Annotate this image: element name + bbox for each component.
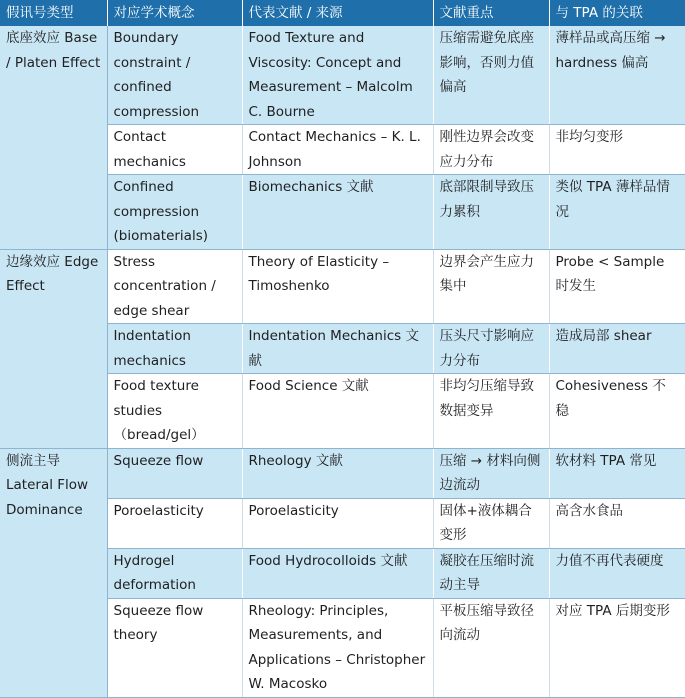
source-cell: Contact Mechanics – K. L. Johnson <box>242 125 433 175</box>
header-academic-concept: 对应学术概念 <box>107 0 242 26</box>
source-cell: Food Hydrocolloids 文献 <box>242 548 433 598</box>
table-row <box>0 448 685 498</box>
tpa-cell: 软材料 TPA 常见 <box>549 448 685 498</box>
focus-cell: 边界会产生应力集中 <box>433 249 549 324</box>
table-row <box>0 249 685 324</box>
focus-cell: 压头尺寸影响应力分布 <box>433 324 549 374</box>
tpa-cell: 对应 TPA 后期变形 <box>549 598 685 697</box>
concept-cell: Confined compression (biomaterials) <box>107 175 242 250</box>
focus-cell: 底部限制导致压力累积 <box>433 175 549 250</box>
header-row <box>0 0 685 26</box>
group-label-base-effect: 底座效应 Base / Platen Effect <box>0 26 107 249</box>
source-cell: Theory of Elasticity – Timoshenko <box>242 249 433 324</box>
concept-cell: Stress concentration / edge shear <box>107 249 242 324</box>
focus-cell: 凝胶在压缩时流动主导 <box>433 548 549 598</box>
focus-cell: 固体+液体耦合变形 <box>433 498 549 548</box>
concept-cell: Hydrogel deformation <box>107 548 242 598</box>
source-cell: Biomechanics 文献 <box>242 175 433 250</box>
concept-cell: Squeeze flow theory <box>107 598 242 697</box>
tpa-cell: 薄样品或高压缩 → hardness 偏高 <box>549 26 685 125</box>
table-row <box>0 26 685 125</box>
concept-cell: Boundary constraint / confined compression <box>107 26 242 125</box>
source-cell: Poroelasticity <box>242 498 433 548</box>
tpa-cell: 造成局部 shear <box>549 324 685 374</box>
focus-cell: 平板压缩导致径向流动 <box>433 598 549 697</box>
header-signal-type: 假讯号类型 <box>0 0 107 26</box>
tpa-cell: 类似 TPA 薄样品情况 <box>549 175 685 250</box>
source-cell: Rheology: Principles, Measurements, and Applications – Christopher W. Macosko <box>242 598 433 697</box>
header-tpa-relation: 与 TPA 的关联 <box>549 0 685 26</box>
header-focus: 文献重点 <box>433 0 549 26</box>
focus-cell: 压缩需避免底座影响，否则力值偏高 <box>433 26 549 125</box>
concept-cell: Contact mechanics <box>107 125 242 175</box>
header-source: 代表文献 / 来源 <box>242 0 433 26</box>
source-cell: Food Science 文献 <box>242 374 433 449</box>
source-cell: Rheology 文献 <box>242 448 433 498</box>
group-label-lateral-flow: 侧流主导 Lateral Flow Dominance <box>0 448 107 697</box>
tpa-cell: Probe < Sample 时发生 <box>549 249 685 324</box>
tpa-cell: 高含水食品 <box>549 498 685 548</box>
concept-cell: Poroelasticity <box>107 498 242 548</box>
group-label-edge-effect: 边缘效应 Edge Effect <box>0 249 107 448</box>
tpa-cell: 力值不再代表硬度 <box>549 548 685 598</box>
source-cell: Food Texture and Viscosity: Concept and Measurement – Malcolm C. Bourne <box>242 26 433 125</box>
concept-cell: Squeeze flow <box>107 448 242 498</box>
tpa-cell: 非均匀变形 <box>549 125 685 175</box>
focus-cell: 压缩 → 材料向侧边流动 <box>433 448 549 498</box>
concept-cell: Indentation mechanics <box>107 324 242 374</box>
source-cell: Indentation Mechanics 文献 <box>242 324 433 374</box>
focus-cell: 刚性边界会改变应力分布 <box>433 125 549 175</box>
tpa-cell: Cohesiveness 不稳 <box>549 374 685 449</box>
focus-cell: 非均匀压缩导致数据变异 <box>433 374 549 449</box>
concept-cell: Food texture studies （bread/gel） <box>107 374 242 449</box>
